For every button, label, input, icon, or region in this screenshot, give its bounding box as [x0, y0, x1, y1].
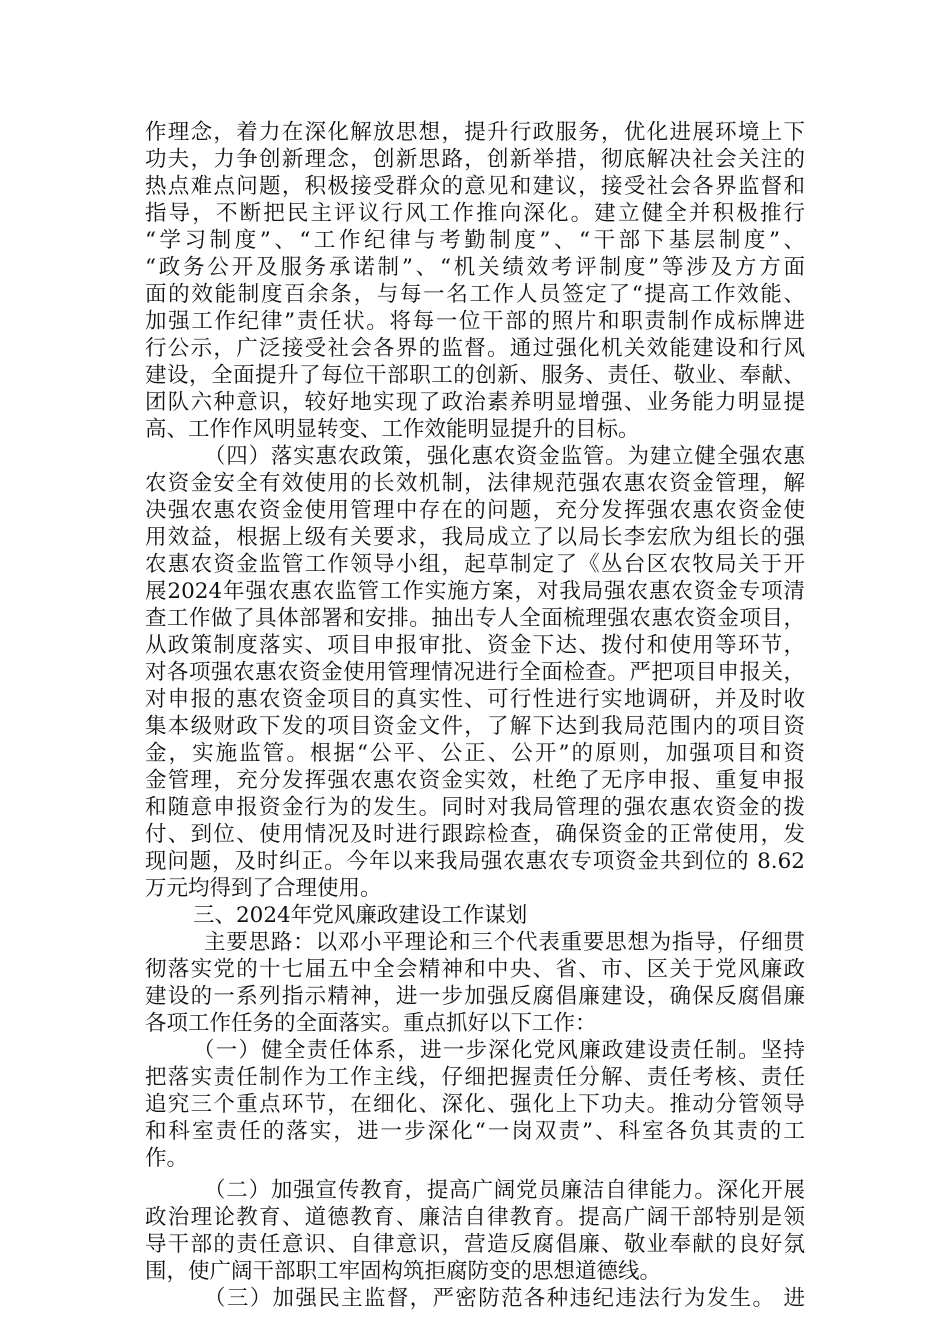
text-line: 农资金安全有效使用的长效机制，法律规范强农惠农资金管理，解: [145, 471, 805, 496]
text-line: 集本级财政下发的项目资金文件，了解下达到我局范围内的项目资: [145, 714, 805, 739]
text-line: “政务公开及服务承诺制”、“机关绩效考评制度”等涉及方方面: [145, 255, 805, 280]
text-line: 万元均得到了合理使用。: [145, 876, 382, 901]
text-line: 决强农惠农资金使用管理中存在的问题，充分发挥强农惠农资金使: [145, 498, 805, 523]
text-line: 面的效能制度百余条，与每一名工作人员签定了“提高工作效能、: [145, 282, 805, 307]
text-line: 展2024年强农惠农监管工作实施方案，对我局强农惠农资金专项清: [145, 579, 805, 604]
text-line: 和随意申报资金行为的发生。同时对我局管理的强农惠农资金的拨: [145, 795, 805, 820]
text-line: 从政策制度落实、项目申报审批、资金下达、拨付和使用等环节，: [145, 633, 805, 658]
text-line: 围，使广阔干部职工牢固构筑拒腐防变的思想道德线。: [145, 1259, 662, 1284]
text-line: 彻落实党的十七届五中全会精神和中央、省、市、区关于党风廉政: [145, 957, 805, 982]
text-line: 作。: [145, 1146, 189, 1171]
text-line: 高、工作作风明显转变、工作效能明显提升的目标。: [145, 417, 640, 442]
text-line: 现问题，及时纠正。今年以来我局强农惠农专项资金共到位的 8.62: [145, 849, 805, 874]
text-line: 和科室责任的落实，进一步深化“一岗双责”、科室各负其责的工: [145, 1119, 805, 1144]
text-line: 导干部的责任意识、自律意识，营造反腐倡廉、敬业奉献的良好氛: [145, 1232, 805, 1257]
text-line: 建设的一系列指示精神，进一步加强反腐倡廉建设，确保反腐倡廉: [145, 984, 805, 1009]
text-line: 农惠农资金监管工作领导小组，起草制定了《丛台区农牧局关于开: [145, 552, 805, 577]
text-line: 热点难点问题，积极接受群众的意见和建议，接受社会各界监督和: [145, 174, 805, 199]
subsection-heading-line: （一）健全责任体系，进一步深化党风廉政建设责任制。坚持: [193, 1038, 805, 1063]
text-line: 政治理论教育、道德教育、廉洁自律教育。提高广阔干部特别是领: [145, 1205, 805, 1230]
section-heading-line: （四）落实惠农政策，强化惠农资金监管。为建立健全强农惠: [204, 444, 805, 469]
text-line: 用效益，根据上级有关要求，我局成立了以局长李宏欣为组长的强: [145, 525, 805, 550]
text-line: 追究三个重点环节，在细化、深化、强化上下功夫。推动分管领导: [145, 1092, 805, 1117]
text-line: 把落实责任制作为工作主线，仔细把握责任分解、责任考核、责任: [145, 1065, 805, 1090]
text-line: 指导，不断把民主评议行风工作推向深化。建立健全并积极推行: [145, 201, 805, 226]
text-line: 建设，全面提升了每位干部职工的创新、服务、责任、敬业、奉献、: [145, 363, 805, 388]
text-line: 对各项强农惠农资金使用管理情况进行全面检查。严把项目申报关，: [145, 660, 805, 685]
text-line: 功夫，力争创新理念，创新思路，创新举措，彻底解决社会关注的: [145, 147, 805, 172]
text-line: 金管理，充分发挥强农惠农资金实效，杜绝了无序申报、重复申报: [145, 768, 805, 793]
text-line: 加强工作纪律”责任状。将每一位干部的照片和职责制作成标牌进: [145, 309, 805, 334]
text-line: 金，实施监管。根据“公平、公正、公开”的原则，加强项目和资: [145, 741, 805, 766]
text-line: 付、到位、使用情况及时进行跟踪检查，确保资金的正常使用，发: [145, 822, 805, 847]
subsection-heading-line: （三）加强民主监督，严密防范各种违纪违法行为发生。 进: [204, 1286, 805, 1311]
text-line: “学习制度”、“工作纪律与考勤制度”、“干部下基层制度”、: [145, 228, 805, 253]
text-line: 查工作做了具体部署和安排。抽出专人全面梳理强农惠农资金项目，: [145, 606, 805, 631]
text-line: 作理念，着力在深化解放思想，提升行政服务，优化进展环境上下: [145, 120, 805, 145]
text-line: 对申报的惠农资金项目的真实性、可行性进行实地调研，并及时收: [145, 687, 805, 712]
subsection-heading-line: （二）加强宣传教育，提高广阔党员廉洁自律能力。深化开展: [204, 1178, 805, 1203]
section-heading: 三、2024年党风廉政建设工作谋划: [193, 903, 528, 928]
text-line: 团队六种意识，较好地实现了政治素养明显增强、业务能力明显提: [145, 390, 805, 415]
text-line: 主要思路：以邓小平理论和三个代表重要思想为指导，仔细贯: [204, 930, 805, 955]
text-line: 行公示，广泛接受社会各界的监督。通过强化机关效能建设和行风: [145, 336, 805, 361]
text-line: 各项工作任务的全面落实。重点抓好以下工作：: [145, 1011, 597, 1036]
